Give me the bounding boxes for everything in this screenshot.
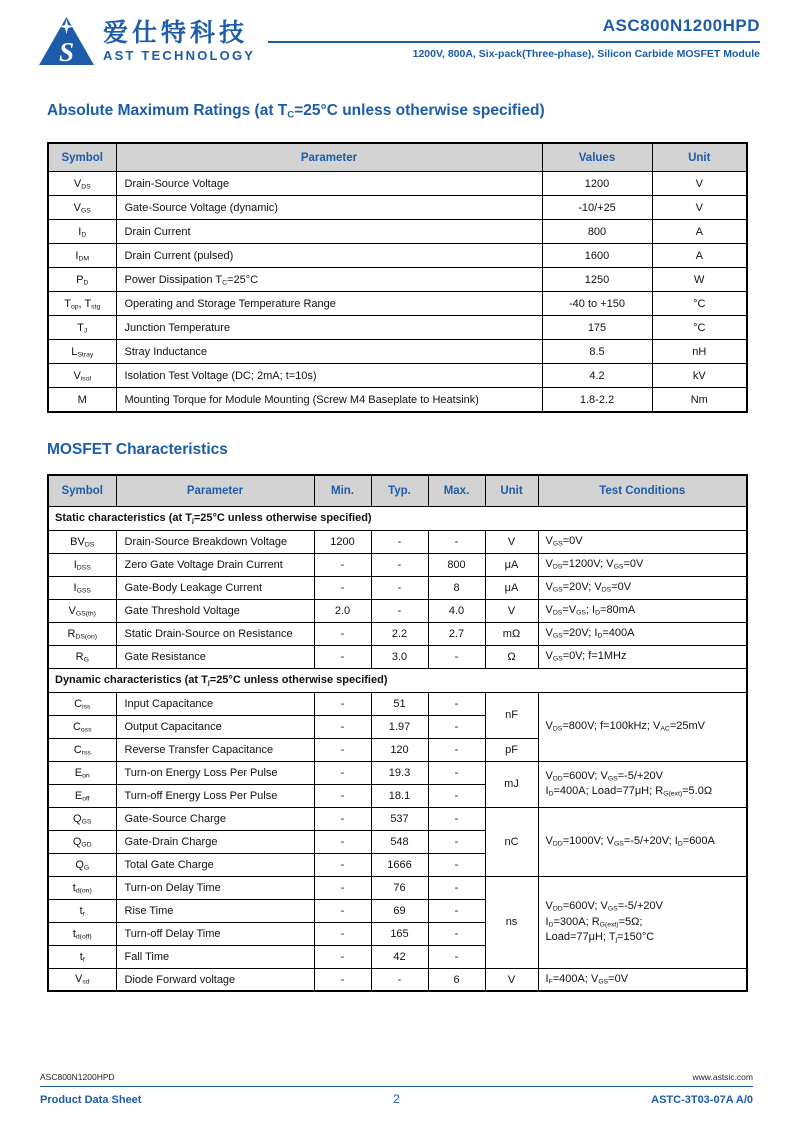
table-row (48, 172, 747, 196)
table-row (48, 196, 747, 220)
table-row (48, 364, 747, 388)
cell-max: 8 (428, 576, 485, 599)
logo-chinese-name: 爱仕特科技 (103, 18, 249, 47)
table-row (48, 968, 747, 991)
product-subtitle: 1200V, 800A, Six-pack(Three-phase), Silicon Carbide MOSFET Module (412, 48, 760, 60)
amr-table (47, 142, 748, 413)
cell-test-conditions: $V_{DS}=800V$; f=100kHz; $V_{AC}=25mV$ (538, 692, 747, 761)
cell-unit: V (485, 968, 538, 991)
cell-symbol: $V_{sd}$ (48, 968, 116, 991)
cell-symbol: $V_{DS}$ (48, 172, 116, 196)
table-row (48, 292, 747, 316)
cell-unit: A (652, 220, 747, 244)
cell-typ: - (371, 599, 428, 622)
cell-symbol: $t_{d(on)}$ (48, 876, 116, 899)
cell-parameter: Drain-Source Voltage (116, 172, 542, 196)
cell-max: - (428, 784, 485, 807)
cell-symbol: $C_{rss}$ (48, 738, 116, 761)
page-footer (40, 1072, 753, 1106)
cell-parameter: Turn-off Delay Time (116, 922, 314, 945)
cell-max: - (428, 945, 485, 968)
cell-symbol: $t_f$ (48, 945, 116, 968)
cell-min: - (314, 853, 371, 876)
cell-min: - (314, 830, 371, 853)
cell-value: 800 (542, 220, 652, 244)
cell-typ: 76 (371, 876, 428, 899)
cell-value: 1.8-2.2 (542, 388, 652, 412)
column-header-typ: Typ. (371, 475, 428, 507)
cell-symbol: $I_D$ (48, 220, 116, 244)
cell-unit: V (485, 599, 538, 622)
column-header-unit: Unit (485, 475, 538, 507)
cell-parameter: Isolation Test Voltage (DC; 2mA; t=10s) (116, 364, 542, 388)
cell-min: - (314, 922, 371, 945)
table-row (48, 645, 747, 668)
cell-typ: 537 (371, 807, 428, 830)
cell-parameter: Fall Time (116, 945, 314, 968)
table-row (48, 316, 747, 340)
cell-typ: 1.97 (371, 715, 428, 738)
cell-symbol: $t_{d(off)}$ (48, 922, 116, 945)
cell-typ: - (371, 968, 428, 991)
cell-parameter: Mounting Torque for Module Mounting (Screw M4 Baseplate to Heatsink) (116, 388, 542, 412)
cell-parameter: Output Capacitance (116, 715, 314, 738)
header-right (268, 16, 760, 60)
footer-product-name: ASC800N1200HPD (40, 1072, 115, 1082)
cell-unit: pF (485, 738, 538, 761)
cell-parameter: Stray Inductance (116, 340, 542, 364)
cell-value: 4.2 (542, 364, 652, 388)
cell-symbol: $t_r$ (48, 899, 116, 922)
cell-parameter: Turn-off Energy Loss Per Pulse (116, 784, 314, 807)
table-row (48, 599, 747, 622)
cell-max: - (428, 899, 485, 922)
cell-max: - (428, 530, 485, 553)
cell-parameter: Gate-Body Leakage Current (116, 576, 314, 599)
cell-test-conditions: $V_{GS}=0V$ (538, 530, 747, 553)
amr-section (47, 102, 746, 413)
cell-symbol: $R_G$ (48, 645, 116, 668)
cell-typ: 51 (371, 692, 428, 715)
page-header (38, 16, 760, 66)
column-header-unit: Unit (652, 143, 747, 172)
cell-max: - (428, 645, 485, 668)
table-row (48, 622, 747, 645)
cell-unit: °C (652, 292, 747, 316)
cell-symbol: $E_{off}$ (48, 784, 116, 807)
cell-max: - (428, 876, 485, 899)
cell-symbol: $L_{Stray}$ (48, 340, 116, 364)
cell-symbol: $C_{iss}$ (48, 692, 116, 715)
cell-min: - (314, 576, 371, 599)
footer-website-link[interactable]: www.astsic.com (692, 1072, 753, 1082)
cell-parameter: Turn-on Delay Time (116, 876, 314, 899)
cell-unit: V (652, 172, 747, 196)
table-row (48, 340, 747, 364)
cell-typ: 120 (371, 738, 428, 761)
column-header-test-conditions: Test Conditions (538, 475, 747, 507)
cell-unit: A (652, 244, 747, 268)
table-row (48, 530, 747, 553)
cell-test-conditions: $V_{DD}=600V$; $V_{GS}=-5/+20V$ $I_D=400A$; Load=77μH; $R_{G(ext)}=5.0\Omega$ (538, 761, 747, 807)
cell-parameter: Gate-Source Charge (116, 807, 314, 830)
cell-max: - (428, 853, 485, 876)
table-row (48, 692, 747, 715)
cell-min: - (314, 645, 371, 668)
cell-max: - (428, 807, 485, 830)
column-header-values: Values (542, 143, 652, 172)
cell-unit: V (485, 530, 538, 553)
table-row (48, 220, 747, 244)
cell-typ: 1666 (371, 853, 428, 876)
cell-unit: W (652, 268, 747, 292)
footer-top-row (40, 1072, 753, 1086)
footer-bottom-row (40, 1087, 753, 1106)
logo-english-name: AST TECHNOLOGY (103, 47, 256, 63)
cell-min: - (314, 968, 371, 991)
cell-unit: nH (652, 340, 747, 364)
cell-symbol: $R_{DS(on)}$ (48, 622, 116, 645)
cell-test-conditions: $V_{GS}=20V$; $V_{DS}=0V$ (538, 576, 747, 599)
cell-unit: V (652, 196, 747, 220)
column-header-min: Min. (314, 475, 371, 507)
column-header-parameter: Parameter (116, 143, 542, 172)
cell-symbol: $C_{oss}$ (48, 715, 116, 738)
cell-unit: ns (485, 876, 538, 968)
mosfet-characteristics-table (47, 474, 748, 993)
cell-parameter: Input Capacitance (116, 692, 314, 715)
svg-text:S: S (58, 37, 75, 66)
cell-parameter: Static Drain-Source on Resistance (116, 622, 314, 645)
footer-page-number: 2 (393, 1092, 400, 1106)
table-row (48, 553, 747, 576)
section-label-dynamic: Dynamic characteristics (at $T_j=25^\circ C$ unless otherwise specified) (48, 668, 747, 692)
cell-symbol: $T_J$ (48, 316, 116, 340)
cell-typ: 69 (371, 899, 428, 922)
column-header-parameter: Parameter (116, 475, 314, 507)
cell-test-conditions: $V_{DS}=V_{GS}$; $I_D=80mA$ (538, 599, 747, 622)
cell-min: - (314, 784, 371, 807)
cell-parameter: Rise Time (116, 899, 314, 922)
cell-typ: 3.0 (371, 645, 428, 668)
cell-parameter: Power Dissipation $T_C=25^\circ C$ (116, 268, 542, 292)
cell-parameter: Drain Current (116, 220, 542, 244)
cell-test-conditions: $V_{DS}=1200V$; $V_{GS}=0V$ (538, 553, 747, 576)
table-row (48, 807, 747, 830)
table-row (48, 876, 747, 899)
cell-max: - (428, 761, 485, 784)
cell-min: - (314, 761, 371, 784)
cell-parameter: Total Gate Charge (116, 853, 314, 876)
cell-symbol: $V_{GS(th)}$ (48, 599, 116, 622)
cell-max: 2.7 (428, 622, 485, 645)
cell-typ: 165 (371, 922, 428, 945)
cell-parameter: Drain Current (pulsed) (116, 244, 542, 268)
column-header-max: Max. (428, 475, 485, 507)
cell-parameter: Diode Forward voltage (116, 968, 314, 991)
cell-symbol: $T_{op}$, $T_{stg}$ (48, 292, 116, 316)
cell-parameter: Gate-Source Voltage (dynamic) (116, 196, 542, 220)
cell-value: -10/+25 (542, 196, 652, 220)
cell-value: 175 (542, 316, 652, 340)
cell-min: - (314, 899, 371, 922)
table-row (48, 761, 747, 784)
cell-test-conditions: $V_{GS}=20V$; $I_D=400A$ (538, 622, 747, 645)
footer-doc-label: Product Data Sheet (40, 1094, 142, 1106)
cell-typ: 19.3 (371, 761, 428, 784)
cell-symbol: M (48, 388, 116, 412)
cell-unit: Nm (652, 388, 747, 412)
cell-value: 1200 (542, 172, 652, 196)
cell-unit: kV (652, 364, 747, 388)
cell-min: 1200 (314, 530, 371, 553)
cell-symbol: $I_{GSS}$ (48, 576, 116, 599)
table-row (48, 576, 747, 599)
cell-max: - (428, 715, 485, 738)
cell-parameter: Zero Gate Voltage Drain Current (116, 553, 314, 576)
cell-unit: mΩ (485, 622, 538, 645)
cell-min: - (314, 622, 371, 645)
cell-test-conditions: $V_{GS}=0V$; f=1MHz (538, 645, 747, 668)
cell-test-conditions: $I_F=400A$; $V_{GS}=0V$ (538, 968, 747, 991)
cell-symbol: $I_{DM}$ (48, 244, 116, 268)
mosfet-characteristics-section (47, 441, 746, 993)
footer-doc-code: ASTC-3T03-07A A/0 (651, 1094, 754, 1106)
cell-symbol: $Q_G$ (48, 853, 116, 876)
cell-max: - (428, 738, 485, 761)
cell-min: - (314, 715, 371, 738)
cell-typ: 548 (371, 830, 428, 853)
cell-symbol: $P_D$ (48, 268, 116, 292)
cell-min: - (314, 553, 371, 576)
logo-text (103, 20, 255, 63)
cell-min: - (314, 807, 371, 830)
cell-parameter: Operating and Storage Temperature Range (116, 292, 542, 316)
cell-symbol: $E_{on}$ (48, 761, 116, 784)
cell-symbol: $Q_{GD}$ (48, 830, 116, 853)
cell-parameter: Drain-Source Breakdown Voltage (116, 530, 314, 553)
table-row (48, 244, 747, 268)
mc-header-row (48, 475, 747, 507)
cell-parameter: Junction Temperature (116, 316, 542, 340)
cell-max: - (428, 692, 485, 715)
cell-test-conditions: $V_{DD}=1000V$; $V_{GS}=-5/+20V$; $I_D=600A$ (538, 807, 747, 876)
cell-value: 1250 (542, 268, 652, 292)
cell-test-conditions: $V_{DD}=600V$; $V_{GS}=-5/+20V$ $I_D=300A$; $R_{G(ext)}=5\Omega$; Load=77μH; $T_j=150^\circ C$ (538, 876, 747, 968)
product-title: ASC800N1200HPD (602, 16, 760, 35)
cell-typ: - (371, 576, 428, 599)
section-header-row (48, 506, 747, 530)
cell-min: - (314, 738, 371, 761)
cell-symbol: $V_{isol}$ (48, 364, 116, 388)
company-logo (38, 16, 255, 66)
cell-symbol: $I_{DSS}$ (48, 553, 116, 576)
section-header-row (48, 668, 747, 692)
cell-unit: μA (485, 553, 538, 576)
mosfet-characteristics-title: MOSFET Characteristics (47, 440, 228, 458)
cell-parameter: Gate Resistance (116, 645, 314, 668)
cell-unit: nF (485, 692, 538, 738)
cell-typ: 18.1 (371, 784, 428, 807)
cell-parameter: Reverse Transfer Capacitance (116, 738, 314, 761)
cell-max: 6 (428, 968, 485, 991)
logo-triangle-icon (38, 16, 95, 66)
cell-symbol: $BV_{DS}$ (48, 530, 116, 553)
cell-typ: 2.2 (371, 622, 428, 645)
table-row (48, 268, 747, 292)
cell-max: - (428, 830, 485, 853)
cell-typ: - (371, 530, 428, 553)
cell-symbol: $V_{GS}$ (48, 196, 116, 220)
amr-title: Absolute Maximum Ratings (at $T_C=25^\circ C$ unless otherwise specified) (47, 102, 545, 121)
cell-typ: 42 (371, 945, 428, 968)
section-label-static: Static characteristics (at $T_j=25^\circ C$ unless otherwise specified) (48, 506, 747, 530)
cell-typ: - (371, 553, 428, 576)
column-header-symbol: Symbol (48, 475, 116, 507)
cell-unit: nC (485, 807, 538, 876)
cell-min: - (314, 876, 371, 899)
cell-parameter: Gate-Drain Charge (116, 830, 314, 853)
cell-parameter: Turn-on Energy Loss Per Pulse (116, 761, 314, 784)
amr-header-row (48, 143, 747, 172)
cell-parameter: Gate Threshold Voltage (116, 599, 314, 622)
cell-max: 800 (428, 553, 485, 576)
cell-min: - (314, 692, 371, 715)
cell-unit: μA (485, 576, 538, 599)
cell-max: - (428, 922, 485, 945)
cell-min: - (314, 945, 371, 968)
cell-value: -40 to +150 (542, 292, 652, 316)
cell-value: 8.5 (542, 340, 652, 364)
cell-unit: mJ (485, 761, 538, 807)
cell-unit: Ω (485, 645, 538, 668)
column-header-symbol: Symbol (48, 143, 116, 172)
cell-value: 1600 (542, 244, 652, 268)
cell-max: 4.0 (428, 599, 485, 622)
table-row (48, 388, 747, 412)
cell-min: 2.0 (314, 599, 371, 622)
cell-symbol: $Q_{GS}$ (48, 807, 116, 830)
cell-unit: °C (652, 316, 747, 340)
